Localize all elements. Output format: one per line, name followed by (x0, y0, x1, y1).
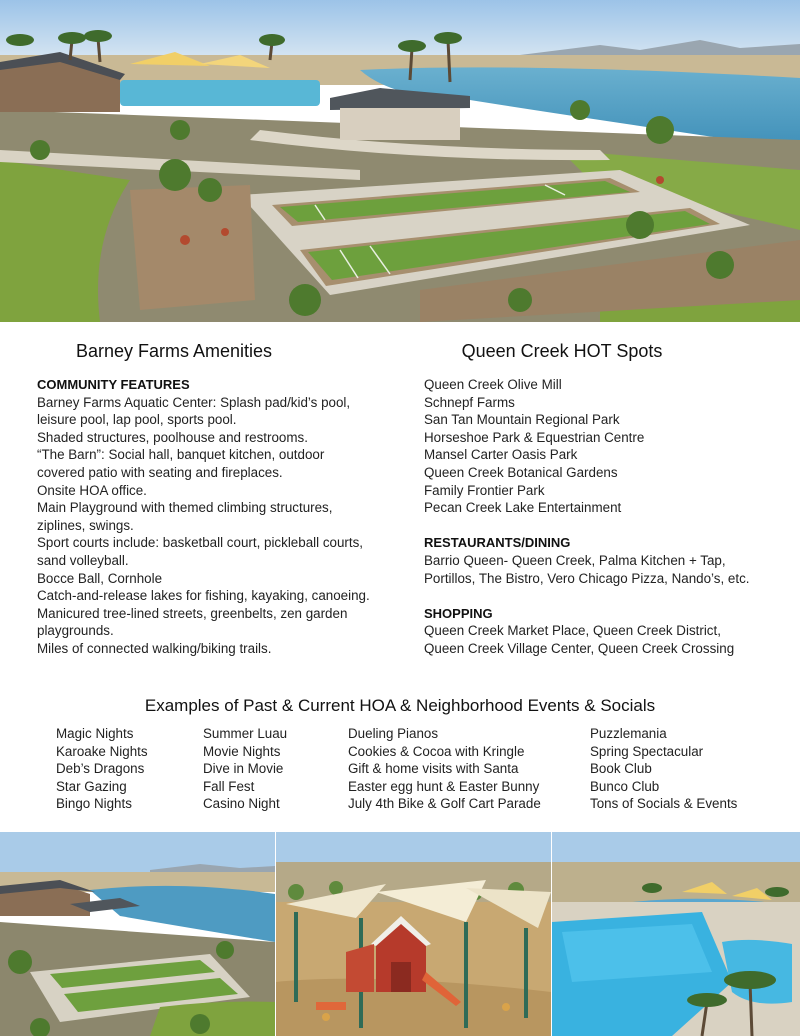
photo-bocce-illustration (0, 832, 275, 1036)
feature-line: covered patio with seating and fireplaces. (37, 464, 283, 480)
amenities-title: Barney Farms Amenities (75, 341, 273, 361)
event-item: Fall Fest (203, 778, 255, 794)
hotspot-item: Family Frontier Park (424, 482, 545, 498)
event-item: Spring Spectacular (590, 743, 704, 759)
shopping-line: Queen Creek Village Center, Queen Creek Crossing (424, 640, 735, 656)
event-item: Deb’s Dragons (56, 761, 145, 777)
events-column-3 (348, 725, 541, 813)
event-item: Dive in Movie (203, 761, 284, 777)
shopping-heading: SHOPPING (424, 605, 493, 621)
hotspots-section (424, 338, 784, 658)
events-title: Examples of Past & Current HOA & Neighborhood Events & Socials (144, 696, 656, 715)
shopping-list (424, 622, 784, 657)
event-item: Puzzlemania (590, 726, 667, 741)
feature-line: Manicured tree-lined streets, greenbelts, zen garden (37, 605, 348, 621)
feature-line: Main Playground with themed climbing structures, (37, 500, 333, 516)
feature-line: Shaded structures, poolhouse and restrooms. (37, 429, 308, 445)
events-column-4 (590, 725, 737, 813)
feature-line: Catch-and-release lakes for fishing, kayaking, canoeing. (37, 588, 370, 604)
event-item: July 4th Bike & Golf Cart Parade (348, 796, 541, 812)
hotspot-item: Horseshoe Park & Equestrian Centre (424, 429, 645, 445)
feature-line: “The Barn”: Social hall, banquet kitchen, outdoor (37, 447, 325, 463)
photo-playground-illustration (276, 832, 551, 1036)
event-item: Star Gazing (56, 778, 127, 794)
event-item: Gift & home visits with Santa (348, 761, 519, 777)
hotspot-item: Mansel Carter Oasis Park (424, 447, 578, 463)
feature-line: playgrounds. (37, 623, 114, 639)
photo-bocce-courts (0, 832, 275, 1036)
event-item: Dueling Pianos (348, 726, 439, 741)
hotspot-item: Pecan Creek Lake Entertainment (424, 500, 622, 516)
dining-list (424, 552, 784, 587)
hotspot-item: San Tan Mountain Regional Park (424, 412, 620, 428)
community-features-heading: COMMUNITY FEATURES (37, 377, 190, 392)
hero-photo-illustration (0, 0, 800, 322)
shopping-line: Queen Creek Market Place, Queen Creek District, (424, 623, 721, 639)
dining-heading: RESTAURANTS/DINING (424, 535, 571, 551)
hotspot-item: Queen Creek Botanical Gardens (424, 464, 618, 480)
feature-line: Sport courts include: basketball court, pickleball courts, (37, 535, 363, 551)
photo-playground (276, 832, 551, 1036)
feature-line: sand volleyball. (37, 552, 129, 568)
event-item: Cookies & Cocoa with Kringle (348, 743, 525, 759)
feature-line: Barney Farms Aquatic Center: Splash pad/kid’s pool, (37, 394, 351, 410)
event-item: Bingo Nights (56, 796, 132, 812)
hotspot-item: Schnepf Farms (424, 394, 515, 410)
hero-photo (0, 0, 800, 322)
event-item: Tons of Socials & Events (590, 796, 738, 812)
event-item: Book Club (590, 761, 652, 777)
feature-line: Onsite HOA office. (37, 482, 147, 498)
dining-line: Barrio Queen- Queen Creek, Palma Kitchen + Tap, (424, 552, 726, 568)
feature-line: leisure pool, lap pool, sports pool. (37, 412, 237, 428)
event-item: Easter egg hunt & Easter Bunny (348, 778, 540, 794)
events-column-2 (203, 725, 287, 813)
hotspots-title: Queen Creek HOT Spots (461, 341, 663, 361)
amenities-section (37, 338, 397, 658)
dining-line: Portillos, The Bistro, Vero Chicago Pizza, Nando’s, etc. (424, 570, 750, 586)
feature-line: Bocce Ball, Cornhole (37, 570, 163, 586)
event-item: Movie Nights (203, 743, 281, 759)
feature-line: ziplines, swings. (37, 517, 134, 533)
event-item: Magic Nights (56, 726, 134, 741)
event-item: Casino Night (203, 796, 280, 812)
feature-line: Miles of connected walking/biking trails. (37, 640, 272, 656)
hotspot-item: Queen Creek Olive Mill (424, 377, 562, 392)
event-item: Karoake Nights (56, 743, 148, 759)
events-column-1 (56, 725, 148, 813)
community-features-list (37, 394, 397, 658)
event-item: Summer Luau (203, 726, 288, 741)
photo-pool-illustration (552, 832, 800, 1036)
event-item: Bunco Club (590, 778, 660, 794)
photo-pool (552, 832, 800, 1036)
hotspots-list (424, 376, 784, 517)
